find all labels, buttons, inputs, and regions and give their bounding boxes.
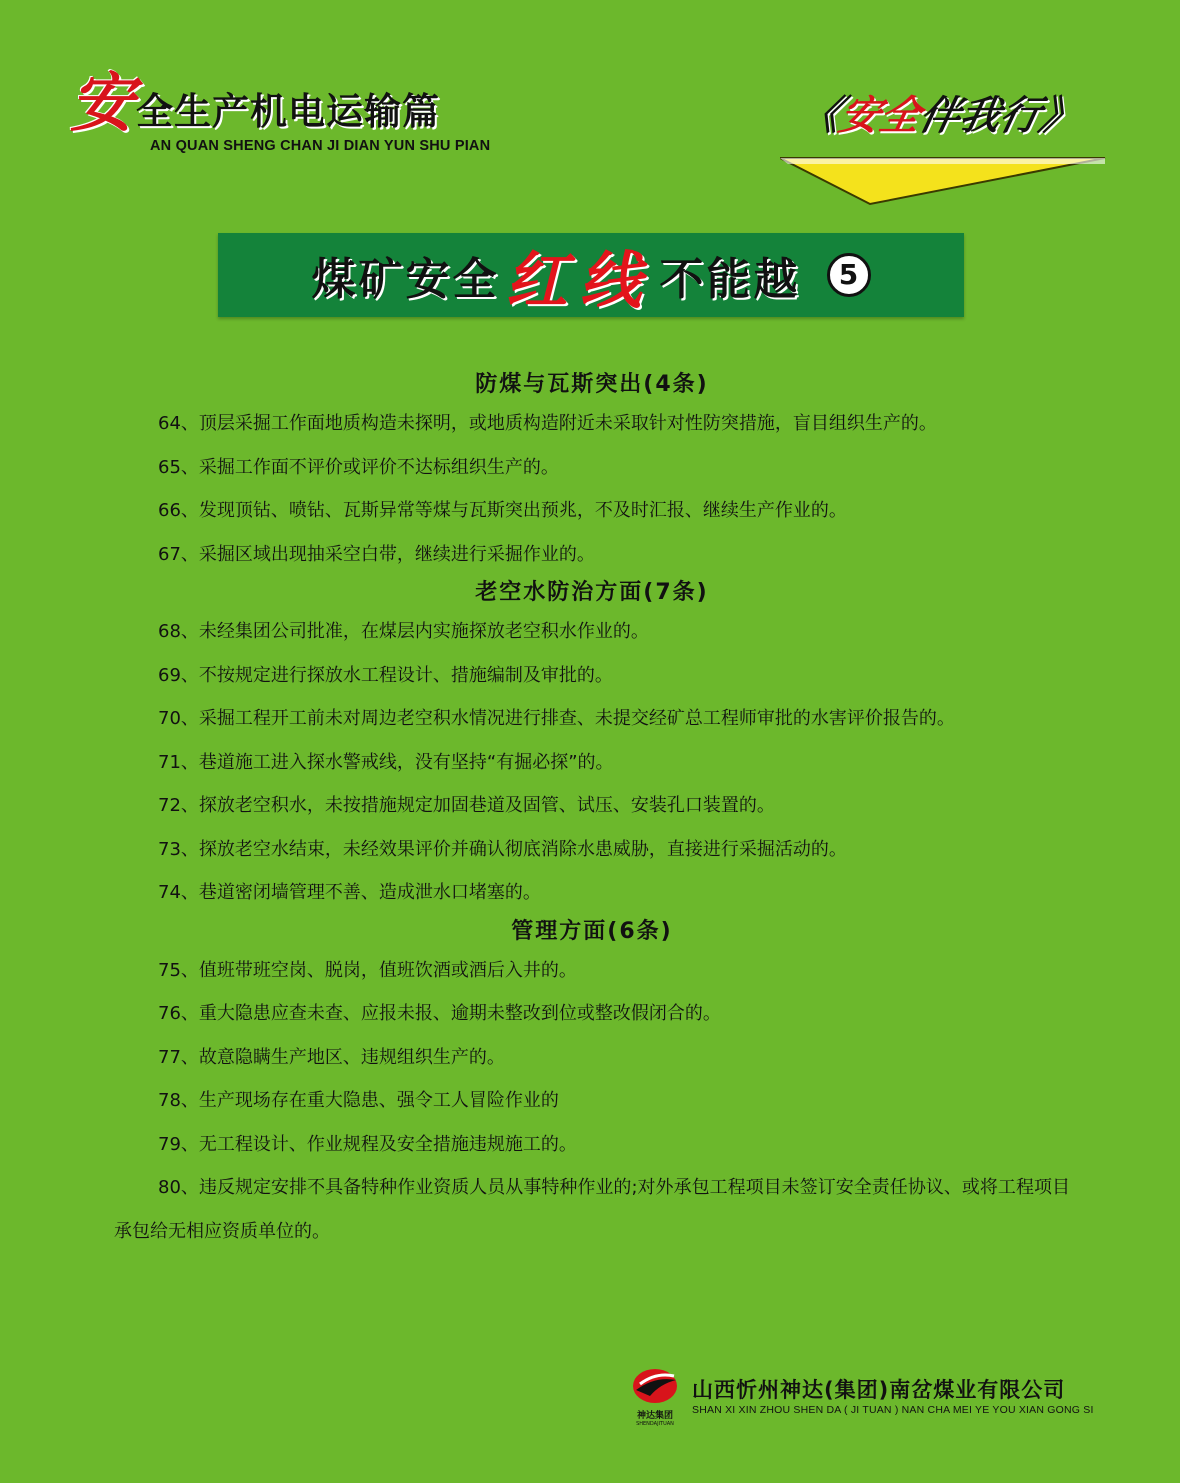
list-item: 77、故意隐瞒生产地区、违规组织生产的。 (158, 1046, 505, 1068)
section-outburst (114, 368, 1070, 576)
list-item: 69、不按规定进行探放水工程设计、措施编制及审批的。 (158, 664, 613, 686)
header-title (70, 66, 490, 141)
slogan-open-quote: 《 (795, 93, 845, 139)
list-item: 70、采掘工程开工前未对周边老空积水情况进行排查、未提交经矿总工程师审批的水害评价报告的。 (158, 708, 955, 729)
list-item: 79、无工程设计、作业规程及安全措施违规施工的。 (158, 1133, 577, 1155)
slogan-black: 伴我行 (915, 93, 1045, 139)
company-name: 山西忻州神达(集团)南岔煤业有限公司 (692, 1378, 1066, 1402)
list-item: 76、重大隐患应查未查、应报未报、逾期未整改到位或整改假闭合的。 (158, 1003, 721, 1024)
list-item: 75、值班带班空岗、脱岗，值班饮酒或酒后入井的。 (158, 959, 577, 981)
section-old-water (114, 576, 1070, 915)
slogan-close-quote: 》 (1035, 93, 1085, 139)
list-item: 64、顶层采掘工作面地质构造未探明，或地质构造附近未采取针对性防突措施，盲目组织生产的。 (158, 413, 937, 434)
slogan (750, 88, 1130, 208)
list-item: 66、发现顶钻、喷钻、瓦斯异常等煤与瓦斯突出预兆，不及时汇报、继续生产作业的。 (158, 500, 847, 521)
banner-number-badge: 5 (827, 253, 871, 297)
header-title-block (70, 66, 491, 154)
company-pinyin: SHAN XI XIN ZHOU SHEN DA ( JI TUAN ) NAN CHA MEI YE YOU XIAN GONG SI (692, 1404, 1094, 1416)
list-item: 74、巷道密闭墙管理不善、造成泄水口堵塞的。 (158, 882, 541, 903)
banner-text-red: 红线 (505, 243, 654, 317)
section-management (114, 915, 1070, 1254)
footer (630, 1366, 1094, 1426)
header-title-rest: 全生产机电运输篇 (136, 90, 440, 133)
list-item: 67、采掘区域出现抽采空白带，继续进行采掘作业的。 (158, 543, 595, 565)
slogan-arrow-icon (780, 146, 1110, 206)
list-item: 73、探放老空水结束，未经效果评价并确认彻底消除水患威胁，直接进行采掘活动的。 (158, 838, 847, 860)
list-item: 78、生产现场存在重大隐患、强令工人冒险作业的 (158, 1090, 559, 1111)
list-item: 80、违反规定安排不具备特种作业资质人员从事特种作业的;对外承包工程项目未签订安全责任协议、或将工程项目承包给无相应资质单位的。 (114, 1177, 1070, 1242)
company-info (692, 1376, 1094, 1416)
list-item: 68、未经集团公司批准，在煤层内实施探放老空积水作业的。 (158, 621, 649, 642)
list-item: 65、采掘工作面不评价或评价不达标组织生产的。 (158, 456, 559, 478)
company-logo (630, 1366, 680, 1426)
section-title: 老空水防治方面(7条) (475, 580, 709, 605)
content (114, 368, 1070, 1253)
list-item: 72、探放老空积水，未按措施规定加固巷道及固管、试压、安装孔口装置的。 (158, 795, 775, 816)
header-title-first-char: 安 (70, 66, 134, 141)
title-banner-body (218, 233, 964, 317)
title-banner (218, 233, 964, 345)
banner-text-after: 不能越 (659, 254, 801, 305)
company-logo-icon (630, 1366, 680, 1406)
banner-text-before: 煤矿安全 (311, 254, 500, 305)
list-item: 71、巷道施工进入探水警戒线，没有坚持“有掘必探”的。 (158, 751, 614, 773)
slogan-red: 安全 (835, 93, 925, 139)
section-title: 管理方面(6条) (511, 918, 673, 944)
section-title: 防煤与瓦斯突出(4条) (475, 372, 709, 397)
header-pinyin: AN QUAN SHENG CHAN JI DIAN YUN SHU PIAN (150, 138, 491, 154)
slogan-text (744, 88, 1136, 144)
logo-text: 神达集团 (636, 1411, 673, 1421)
logo-subtext: SHENDAJITUAN (636, 1421, 674, 1427)
